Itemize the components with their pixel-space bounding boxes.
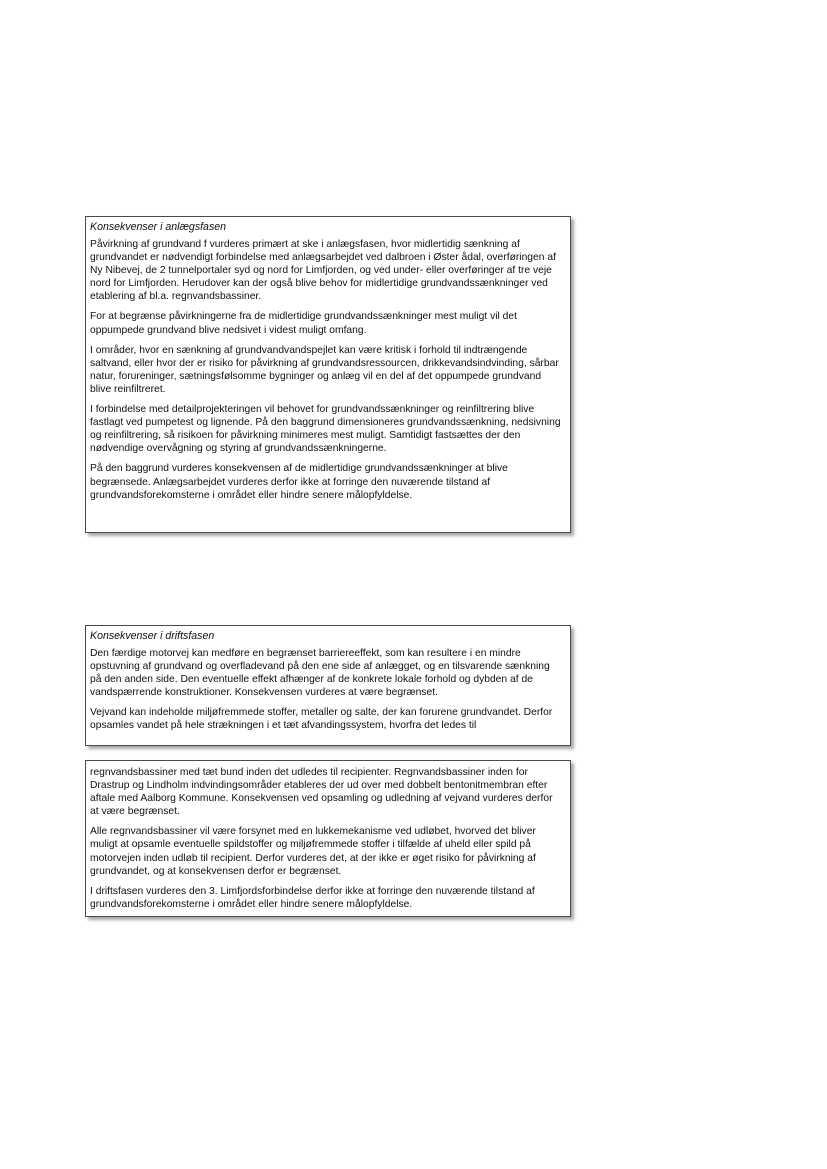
textbox-driftsfasen [85, 625, 571, 746]
paragraph: Den færdige motorvej kan medføre en begrænset barriereeffekt, som kan resultere i en mindre opstuvning af grundvand og overfladevand på den ene side af anlægget, og en tilsvarende sænkning på den anden side. Den eventuelle effekt afhænger af de konkrete lokale forhold og dybden af de vandspærrende konstruktioner. Konsekvensen vurderes at være begrænset. [90, 648, 550, 699]
section-title: Konsekvenser i anlægsfasen [90, 221, 227, 233]
paragraph: I driftsfasen vurderes den 3. Limfjordsforbindelse derfor ikke at forringe den nuværende tilstand af grundvandsforekomsterne i området eller hindre senere målopfyldelse. [90, 885, 535, 910]
textbox-anlaegsfasen [85, 216, 571, 533]
paragraph: På den baggrund vurderes konsekvensen af de midlertidige grundvandssænkninger at blive begrænsede. Anlægsarbejdet vurderes derfor ikke at forringe den nuværende tilstand af grundvandsforekomsterne i området eller hindre senere målopfyldelse. [90, 463, 508, 501]
paragraph: I områder, hvor en sænkning af grundvandvandspejlet kan være kritisk i forhold til indtrængende saltvand, eller hvor der er risiko for påvirkning af grundvandsressourcen, drikkevandsindvinding, sårbar natur, forureninger, sætningsfølsomme bygninger og anlæg vil en del af det oppumpede grundvand blive reinfiltreret. [90, 344, 559, 395]
paragraph: I forbindelse med detailprojekteringen vil behovet for grundvandssænkninger og reinfiltrering blive fastlagt ved pumpetest og lignende. På den baggrund dimensioneres grundvandssænkning, nedsivning og reinfiltrering, så risikoen for påvirkning minimeres mest muligt. Samtidigt fastsættes der den nødvendige overvågning og styring af grundvandssænkningerne. [90, 404, 561, 455]
paragraph: Påvirkning af grundvand f vurderes primært at ske i anlægsfasen, hvor midlertidig sænkning af grundvandet er nødvendigt forbindelse med anlægsarbejdet ved dalbroen i Øster ådal, overføringen af Ny Nibevej, de 2 tunnelportaler syd og nord for Limfjorden, og ved under- eller overføringer af tre veje nord for Limfjorden. Herudover kan der også blive behov for midlertidige grundvandssænkninger ved etablering af bl.a. regnvandsbassiner. [90, 239, 556, 303]
paragraph: For at begrænse påvirkningerne fra de midlertidige grundvandssænkninger mest muligt vil det oppumpede grundvand blive nedsivet i videst muligt omfang. [90, 311, 517, 336]
paragraph: Vejvand kan indeholde miljøfremmede stoffer, metaller og salte, der kan forurene grundvandet. Derfor opsamles vandet på hele strækningen i et tæt afvandingssystem, hvorfra det ledes til [90, 707, 553, 732]
paragraph: Alle regnvandsbassiner vil være forsynet med en lukkemekanisme ved udløbet, hvorved det bliver muligt at opsamle eventuelle spildstoffer og miljøfremmede stoffer i tilfælde af uheld eller spild på motorvejen inden udløb til recipient. Derfor vurderes det, at der ikke er øget risiko for påvirkning af grundvandet, og at konsekvensen derfor er begrænset. [90, 826, 536, 877]
paragraph: regnvandsbassiner med tæt bund inden det udledes til recipienter. Regnvandsbassiner inden for Drastrup og Lindholm indvindingsområder etableres der ud over med dobbelt bentonitmembran efter aftale med Aalborg Kommune. Konsekvensen ved opsamling og udledning af vejvand vurderes derfor at være begrænset. [90, 767, 553, 818]
section-title: Konsekvenser i driftsfasen [90, 630, 215, 642]
textbox-driftsfasen-continued [85, 760, 571, 917]
